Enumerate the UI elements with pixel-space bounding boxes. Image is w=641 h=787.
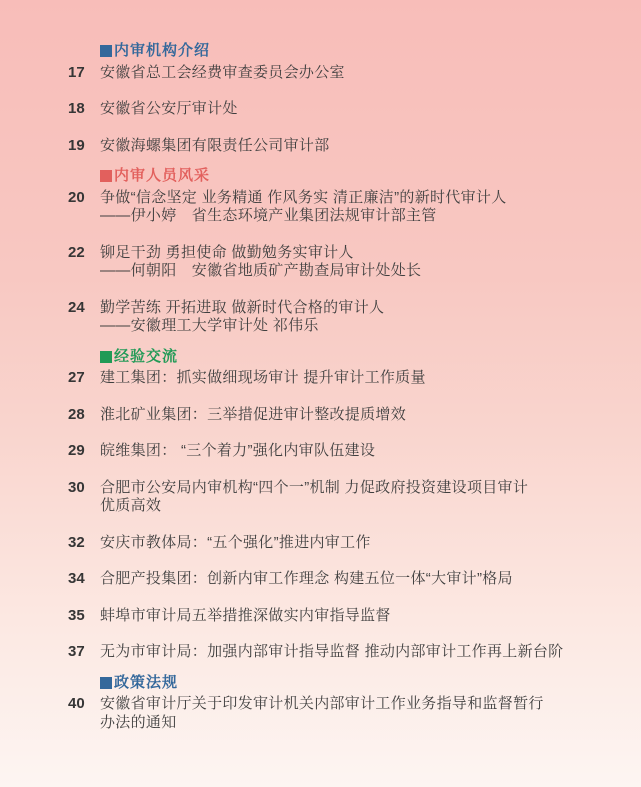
section-header — [100, 674, 605, 693]
entry-title-line: 安徽海螺集团有限责任公司审计部 — [100, 136, 330, 154]
toc-entry — [68, 406, 605, 425]
toc-entry — [68, 695, 605, 732]
entry-page-number: 40 — [68, 695, 85, 712]
entry-title-line: 淮北矿业集团：三举措促进审计整改提质增效 — [100, 405, 407, 423]
entry-page-number: 22 — [68, 243, 85, 261]
entry-title-line: 铆足干劲 勇担使命 做勤勉务实审计人 — [100, 243, 354, 261]
toc-entry — [68, 607, 605, 626]
entry-page-number: 29 — [68, 442, 85, 459]
toc-section — [68, 42, 605, 155]
toc-entry — [68, 570, 605, 589]
entry-title — [100, 137, 330, 156]
entry-page-number: 30 — [68, 478, 85, 496]
entry-page-number: 37 — [68, 643, 85, 660]
section-square-bullet-icon — [100, 677, 112, 689]
entry-title — [100, 442, 375, 461]
entry-title-line: 安庆市教体局：“五个强化”推进内审工作 — [100, 533, 371, 551]
toc-entry — [68, 64, 605, 83]
entry-title-line: 无为市审计局：加强内部审计指导监督 推动内部审计工作再上新台阶 — [100, 643, 564, 660]
entry-subtitle-line: ——何朝阳 安徽省地质矿产勘查局审计处处长 — [100, 262, 422, 279]
toc-entry — [68, 643, 605, 662]
entry-title-line: 合肥产投集团：创新内审工作理念 构建五位一体“大审计”格局 — [100, 570, 513, 587]
entry-page-number: 20 — [68, 188, 85, 206]
section-title: 政策法规 — [114, 673, 179, 691]
section-header — [100, 42, 605, 61]
entry-title-line: 安徽省总工会经费审查委员会办公室 — [100, 63, 345, 81]
entry-title — [100, 607, 391, 626]
entry-subtitle-line: 办法的通知 — [100, 713, 177, 731]
entry-subtitle-line: ——安徽理工大学审计处 祁伟乐 — [100, 317, 319, 334]
toc-entry — [68, 100, 605, 119]
entry-title-line: 合肥市公安局内审机构“四个一”机制 力促政府投资建设项目审计 — [100, 478, 529, 496]
toc-entry — [68, 244, 605, 281]
entry-title — [100, 244, 421, 281]
entry-title-line: 勤学苦练 开拓进取 做新时代合格的审计人 — [100, 298, 385, 316]
toc-entry — [68, 189, 605, 226]
entry-title — [100, 570, 513, 589]
section-square-bullet-icon — [100, 170, 112, 182]
toc-section — [68, 167, 605, 336]
entry-title-line: 建工集团：抓实做细现场审计 提升审计工作质量 — [100, 369, 426, 386]
entry-title-line: 蚌埠市审计局五举措推深做实内审指导监督 — [100, 606, 391, 624]
entry-page-number: 27 — [68, 369, 85, 386]
entry-page-number: 34 — [68, 570, 85, 587]
entry-title-line: 皖维集团： “三个着力”强化内审队伍建设 — [100, 442, 376, 459]
section-square-bullet-icon — [100, 351, 112, 363]
toc-section — [68, 348, 605, 662]
entry-title — [100, 695, 544, 732]
toc-entry — [68, 137, 605, 156]
entry-title — [100, 369, 426, 388]
entry-title — [100, 643, 563, 662]
toc-entry — [68, 299, 605, 336]
entry-title — [100, 100, 238, 119]
entry-title — [100, 299, 384, 336]
entry-subtitle-line: 优质高效 — [100, 497, 162, 514]
entry-page-number: 19 — [68, 136, 85, 154]
entry-title-line: 安徽省公安厅审计处 — [100, 100, 238, 117]
entry-subtitle-line: ——伊小婷 省生态环境产业集团法规审计部主管 — [100, 207, 437, 224]
entry-title — [100, 534, 371, 553]
toc-entry — [68, 369, 605, 388]
entry-title — [100, 64, 345, 83]
entry-page-number: 32 — [68, 533, 85, 551]
entry-page-number: 35 — [68, 606, 85, 624]
toc-entry — [68, 442, 605, 461]
entry-page-number: 17 — [68, 63, 85, 81]
entry-page-number: 24 — [68, 298, 85, 316]
section-title: 内审人员风采 — [114, 167, 211, 184]
entry-page-number: 18 — [68, 100, 85, 117]
toc-entry — [68, 534, 605, 553]
entry-title — [100, 406, 406, 425]
toc-section — [68, 674, 605, 733]
section-header — [100, 167, 605, 186]
section-header — [100, 348, 605, 367]
entry-title — [100, 479, 528, 516]
entry-title — [100, 189, 507, 226]
entry-title-line: 安徽省审计厅关于印发审计机关内部审计工作业务指导和监督暂行 — [100, 695, 544, 712]
section-square-bullet-icon — [100, 45, 112, 57]
section-title: 经验交流 — [114, 347, 179, 365]
entry-page-number: 28 — [68, 405, 85, 423]
toc-entry — [68, 479, 605, 516]
section-title: 内审机构介绍 — [114, 42, 211, 59]
entry-title-line: 争做“信念坚定 业务精通 作风务实 清正廉洁”的新时代审计人 — [100, 188, 507, 206]
